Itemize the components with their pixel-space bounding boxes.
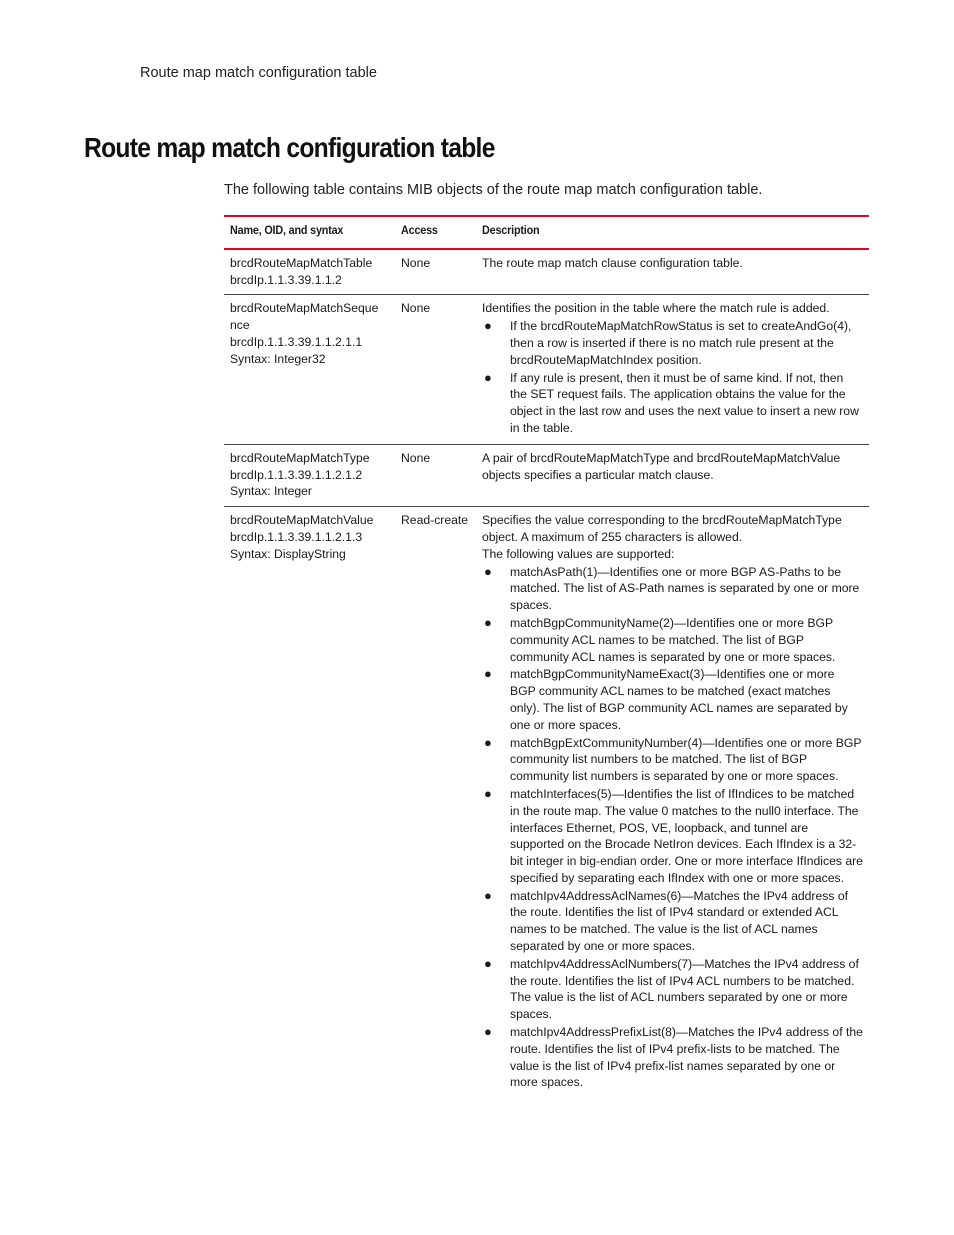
bullet-icon: ● (484, 666, 492, 682)
bullet-text: If any rule is present, then it must be of same kind. If not, then the SET request fails. The application obtains the value for the object in the last row and uses the next value to insert a new row in the table. (510, 370, 859, 435)
bullet-text: matchIpv4AddressAclNames(6)—Matches the IPv4 address of the route. Identifies the list of IPv4 standard or extended ACL names to be matched. The value is the list of ACL names separated by one or more spaces. (510, 888, 849, 954)
bullet-icon: ● (484, 785, 492, 801)
list-item (482, 786, 863, 887)
intro-paragraph: The following table contains MIB objects of the route map match configuration table. (224, 182, 763, 198)
mib-objects-table (224, 215, 869, 1098)
object-name-line: Syntax: DisplayString (230, 546, 346, 561)
description-text: The following values are supported: (482, 546, 675, 561)
page-title: Route map match configuration table (84, 132, 495, 163)
cell-access: None (395, 444, 476, 506)
object-name-line: brcdRouteMapMatchValue (230, 513, 374, 528)
table-body (224, 249, 869, 1098)
bullet-icon: ● (484, 1024, 492, 1040)
description-text: A pair of brcdRouteMapMatchType and brcdRouteMapMatchValue objects specifies a particular match clause. (482, 450, 841, 482)
table-row (224, 444, 869, 506)
bullet-icon: ● (484, 614, 492, 630)
cell-name (224, 249, 395, 295)
table-row (224, 507, 869, 1099)
bullet-text: matchIpv4AddressAclNumbers(7)—Matches the IPv4 address of the route. Identifies the list of IPv4 ACL numbers to be matched. The value is the list of ACL numbers separated by one or more spaces. (510, 956, 859, 1022)
cell-name (224, 295, 395, 444)
cell-description (476, 507, 869, 1099)
list-item (482, 956, 863, 1023)
column-header-description: Description (482, 223, 540, 237)
object-name-line: brcdRouteMapMatchSeque (230, 301, 379, 316)
object-name-line: brcdIp.1.1.3.39.1.1.2 (230, 272, 342, 287)
table-row (224, 295, 869, 444)
cell-description (476, 295, 869, 444)
cell-access: Read-create (401, 513, 469, 528)
cell-access: None (395, 249, 476, 295)
bullet-list (482, 564, 863, 1092)
list-item (482, 615, 863, 665)
table-row (224, 249, 869, 295)
cell-description (476, 444, 869, 506)
bullet-icon: ● (484, 563, 492, 579)
column-header-name: Name, OID, and syntax (230, 223, 344, 237)
list-item (482, 318, 863, 368)
bullet-text: matchBgpCommunityName(2)—Identifies one or more BGP community ACL names to be matched. The list of BGP community ACL names is separated by one or more spaces. (510, 615, 836, 664)
description-text: Specifies the value corresponding to the brcdRouteMapMatchType object. A maximum of 255 characters is allowed. (482, 513, 842, 544)
bullet-text: matchInterfaces(5)—Identifies the list of IfIndices to be matched in the route map. The value 0 matches to the null0 interface. The interfaces Ethernet, POS, VE, loopback, and tunnel are supported on the Brocade NetIron devices. Each IfIndex is a 32-bit integer in big-endian order. One or more interface IfIndices are specified by separating each IfIndex with one or more spaces. (510, 786, 863, 885)
bullet-text: matchBgpExtCommunityNumber(4)—Identifies one or more BGP community list numbers to be matched. The list of BGP community list numbers is separated by one or more spaces. (510, 735, 862, 784)
object-name-line: brcdIp.1.1.3.39.1.1.2.1.1 (230, 334, 363, 349)
bullet-icon: ● (484, 369, 492, 385)
list-item (482, 735, 863, 785)
list-item (482, 666, 863, 733)
bullet-icon: ● (484, 955, 492, 971)
cell-access: None (395, 295, 476, 444)
bullet-text: If the brcdRouteMapMatchRowStatus is set to createAndGo(4), then a row is inserted if there is no match rule present at the brcdRouteMapMatchIndex position. (510, 319, 852, 367)
list-item (482, 1024, 863, 1091)
cell-name (224, 507, 395, 1099)
bullet-icon: ● (484, 887, 492, 903)
bullet-icon: ● (484, 734, 492, 750)
description-text: The route map match clause configuration table. (482, 255, 743, 270)
object-name-line: brcdRouteMapMatchTable (230, 255, 373, 270)
list-item (482, 564, 863, 614)
object-name-line: nce (230, 318, 250, 333)
bullet-text: matchAsPath(1)—Identifies one or more BGP AS-Paths to be matched. The list of AS-Path names is separated by one or more spaces. (510, 564, 860, 613)
object-name-line: brcdIp.1.1.3.39.1.1.2.1.3 (230, 529, 363, 544)
bullet-icon: ● (484, 318, 492, 334)
column-header-access: Access (401, 223, 438, 237)
object-name-line: brcdIp.1.1.3.39.1.1.2.1.2 (230, 467, 363, 482)
description-text: Identifies the position in the table where the match rule is added. (482, 301, 830, 316)
bullet-text: matchIpv4AddressPrefixList(8)—Matches the IPv4 address of the route. Identifies the list of IPv4 prefix-lists to be matched. The value is the list of IPv4 prefix-list names separated by one or more spaces. (510, 1025, 863, 1090)
running-header: Route map match configuration table (140, 65, 377, 81)
object-name-line: Syntax: Integer32 (230, 351, 326, 366)
bullet-list (482, 318, 863, 437)
list-item (482, 888, 863, 955)
list-item (482, 370, 863, 437)
cell-description (476, 249, 869, 295)
bullet-text: matchBgpCommunityNameExact(3)—Identifies one or more BGP community ACL names to be matched (exact matches only). The list of BGP community ACL names are separated by one or more spaces. (510, 667, 848, 732)
cell-name (224, 444, 395, 506)
object-name-line: Syntax: Integer (230, 484, 312, 499)
object-name-line: brcdRouteMapMatchType (230, 450, 370, 465)
table-header-row (224, 216, 869, 249)
